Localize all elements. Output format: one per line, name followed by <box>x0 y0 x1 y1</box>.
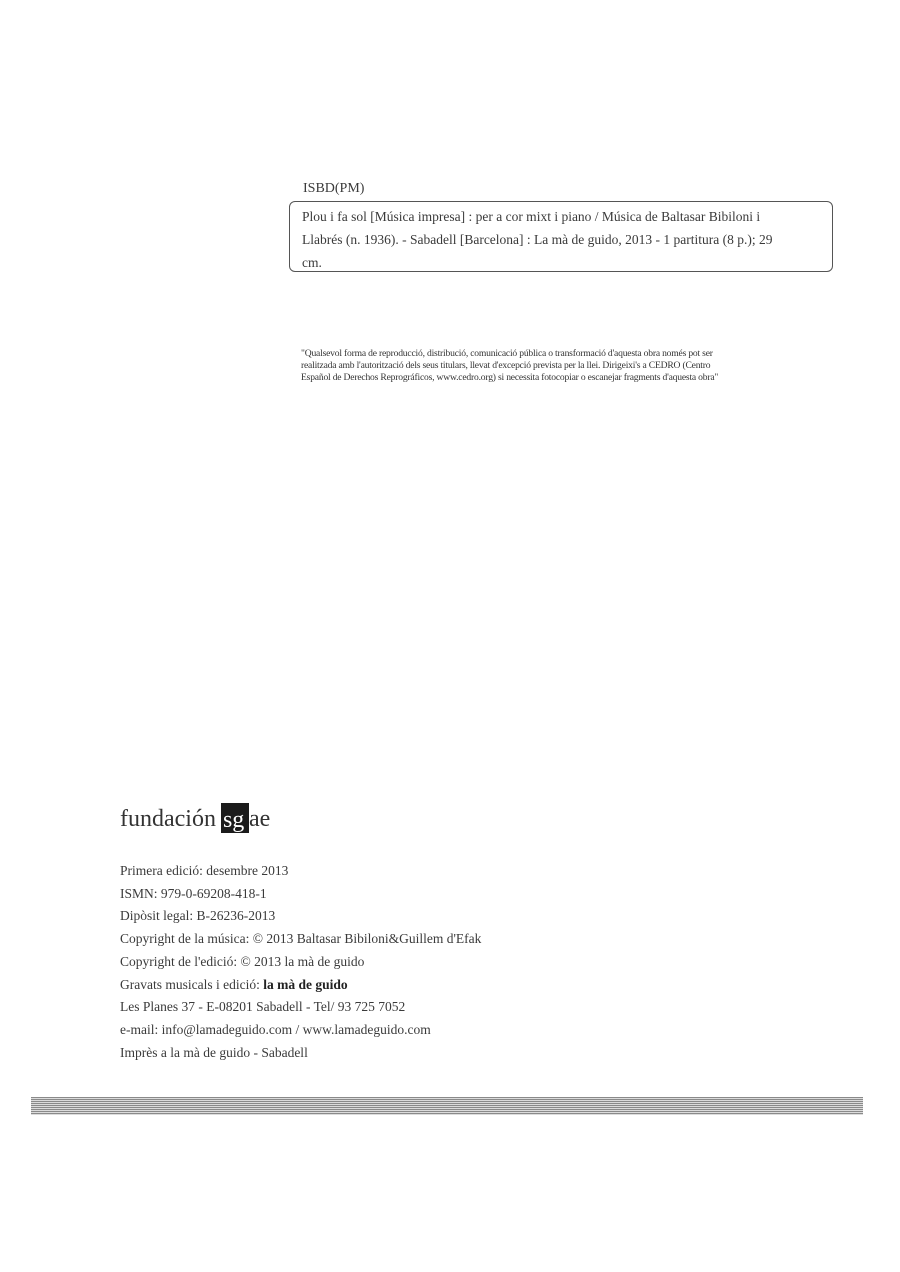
engraving-publisher: la mà de guido <box>263 976 348 992</box>
legal-deposit: Dipòsit legal: B-26236-2013 <box>120 908 276 924</box>
logo-sgae <box>221 803 270 833</box>
printed-by: Imprès a la mà de guido - Sabadell <box>120 1044 308 1060</box>
engraving-prefix: Gravats musicals i edició: <box>120 976 264 992</box>
copyright-notice <box>301 348 846 384</box>
footer-rule <box>31 1097 863 1115</box>
publisher-contact: e-mail: info@lamadeguido.com / www.lamadeguido.com <box>120 1021 431 1037</box>
first-edition: Primera edició: desembre 2013 <box>120 863 289 878</box>
colophon <box>120 860 481 1064</box>
catalog-record-box <box>289 201 833 272</box>
copyright-notice-line: realitzada amb l'autorització dels seus titulars, llevat d'excepció prevista per la llei. Dirigeixi's a CEDRO (Centro <box>301 360 711 371</box>
logo-word: fundación <box>120 806 216 832</box>
copyright-edition: Copyright de l'edició: © 2013 la mà de guido <box>120 953 365 969</box>
catalog-record-line: Plou i fa sol [Música impresa] : per a cor mixt i piano / Música de Baltasar Bibiloni i <box>302 209 761 224</box>
copyright-notice-line: Español de Derechos Reprográficos, www.cedro.org) si necessita fotocopiar o escanejar fragments d'aquesta obra" <box>301 372 719 383</box>
ismn: ISMN: 979-0-69208-418-1 <box>120 885 267 901</box>
engraving-line <box>120 974 481 997</box>
logo-black-square <box>221 803 249 833</box>
catalog-record-line: Llabrés (n. 1936). - Sabadell [Barcelona] : La mà de guido, 2013 - 1 partitura (8 p.); 29 <box>302 232 773 247</box>
fundacion-sgae-logo <box>120 801 270 833</box>
copyright-music: Copyright de la música: © 2013 Baltasar Bibiloni&Guillem d'Efak <box>120 931 482 947</box>
copyright-notice-line: "Qualsevol forma de reproducció, distribució, comunicació pública o transformació d'aquesta obra només pot ser <box>301 348 713 359</box>
logo-boxed-letters: sg <box>222 807 245 833</box>
logo-tail-letters: ae <box>248 806 271 832</box>
isbd-heading: ISBD(PM) <box>303 181 365 196</box>
catalog-record-line: cm. <box>302 255 322 270</box>
publisher-address: Les Planes 37 - E-08201 Sabadell - Tel/ 93 725 7052 <box>120 999 406 1015</box>
